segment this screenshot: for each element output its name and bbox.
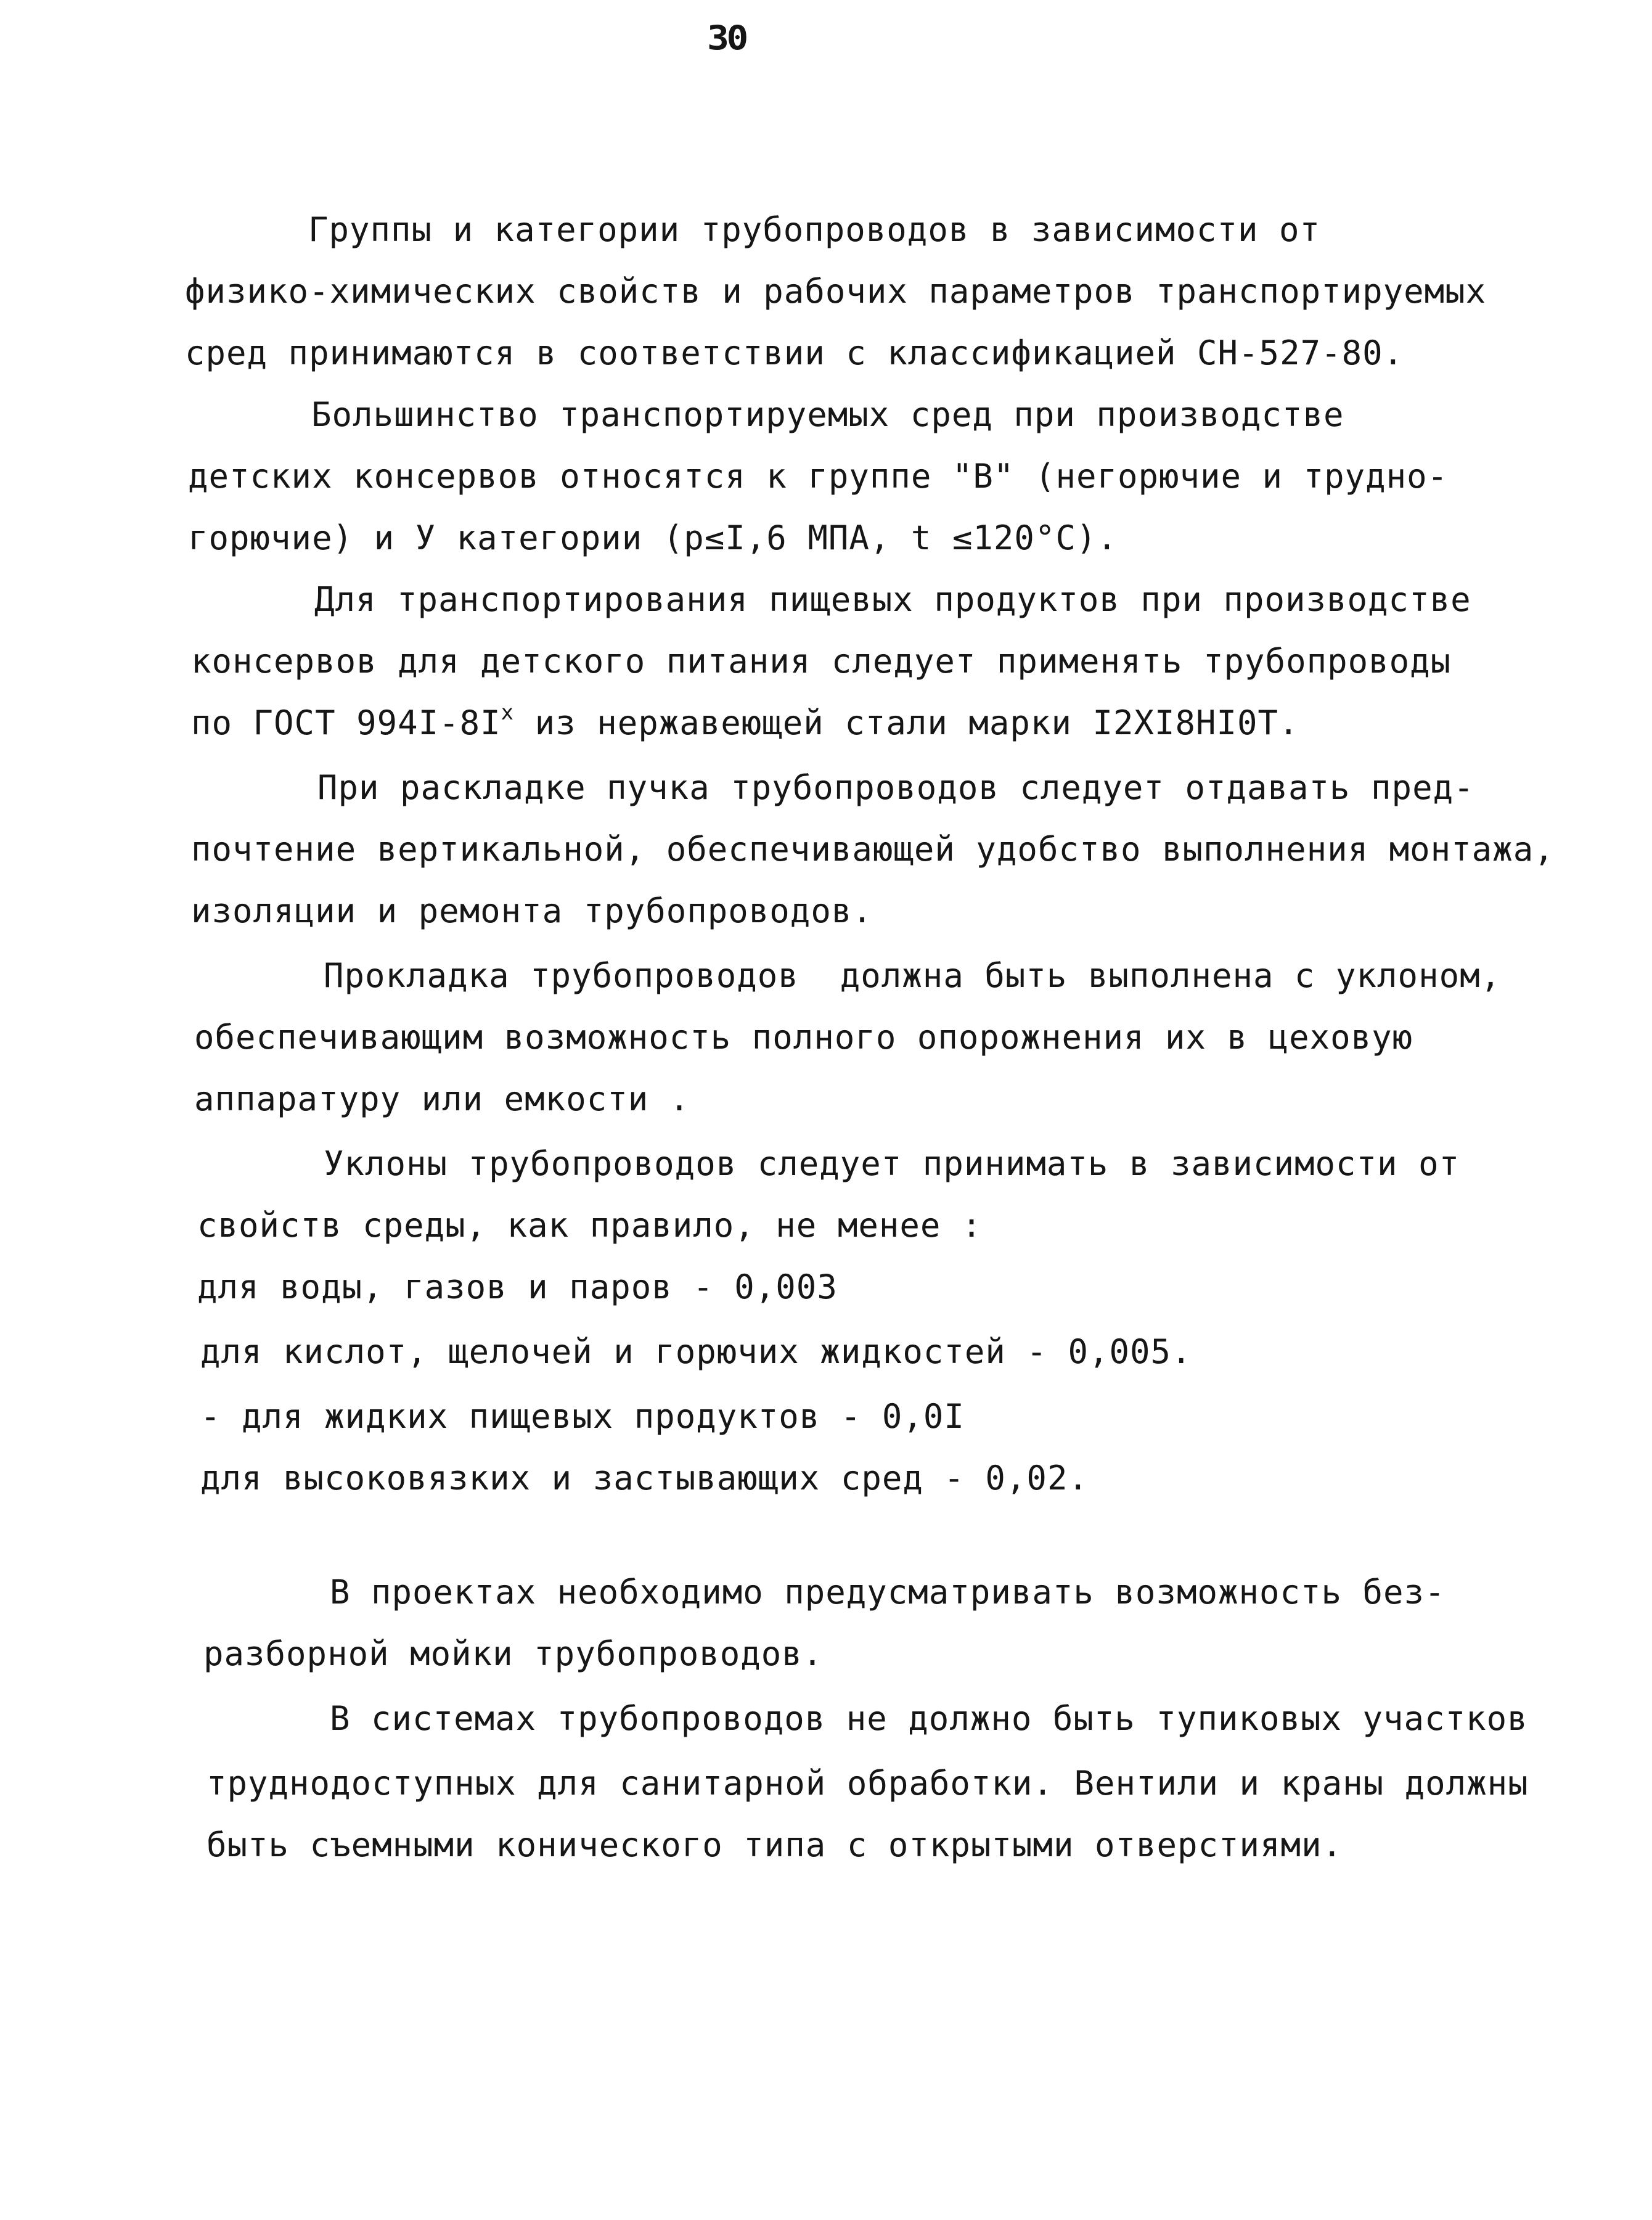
text-line: для кислот, щелочей и горючих жидкостей - 0,005. xyxy=(200,1332,1192,1371)
text-fragment: из нержавеющей стали марки I2XI8HI0T. xyxy=(534,703,1299,742)
text-line: При раскладке пучка трубопроводов следует отдавать пред- xyxy=(317,768,1474,807)
text-line: - для жидких пищевых продуктов - 0,0I xyxy=(200,1397,965,1436)
text-line: В проектах необходимо предусматривать возможность без- xyxy=(330,1573,1446,1612)
text-line: труднодоступных для санитарной обработки. Вентили и краны должны xyxy=(206,1764,1529,1803)
text-line: В системах трубопроводов не должно быть тупиковых участков xyxy=(330,1699,1528,1738)
text-line: свойств среды, как правило, не менее : xyxy=(197,1206,983,1245)
text-line: Большинство транспортируемых сред при производстве xyxy=(311,395,1344,434)
text-line: детских консервов относятся к группе "В" (негорючие и трудно- xyxy=(188,457,1449,496)
text-line: почтение вертикальной, обеспечивающей удобство выполнения монтажа, xyxy=(191,830,1555,869)
text-line: обеспечивающим возможность полного опорожнения их в цеховую xyxy=(194,1018,1413,1057)
text-line: для высоковязких и застывающих сред - 0,02. xyxy=(200,1459,1089,1497)
text-line: разборной мойки трубопроводов. xyxy=(203,1634,824,1673)
text-line: Группы и категории трубопроводов в зависимости от xyxy=(308,210,1321,249)
text-line: быть съемными конического типа с открытыми отверстиями. xyxy=(206,1825,1343,1864)
text-line: горючие) и У категории (р≤I,6 МПА, t ≤120°С). xyxy=(188,518,1118,557)
text-line: для воды, газов и паров - 0,003 xyxy=(197,1268,838,1306)
text-line xyxy=(191,700,1299,743)
superscript: х xyxy=(501,700,515,725)
gost-reference: по ГОСТ 994I-8I xyxy=(191,703,501,742)
text-line: сред принимаются в соответствии с классификацией СН-527-80. xyxy=(185,334,1404,372)
text-line: Для транспортирования пищевых продуктов при производстве xyxy=(314,580,1471,619)
text-line: физико-химических свойств и рабочих параметров транспортируемых xyxy=(185,272,1487,311)
text-line: изоляции и ремонта трубопроводов. xyxy=(191,891,873,930)
text-line: консервов для детского питания следует применять трубопроводы xyxy=(191,642,1452,681)
text-line: Уклоны трубопроводов следует принимать в зависимости от xyxy=(324,1144,1460,1183)
text-line: Прокладка трубопроводов должна быть выполнена с уклоном, xyxy=(324,956,1502,995)
text-line: аппаратуру или емкости . xyxy=(194,1079,690,1118)
page-number: 30 xyxy=(707,18,746,57)
